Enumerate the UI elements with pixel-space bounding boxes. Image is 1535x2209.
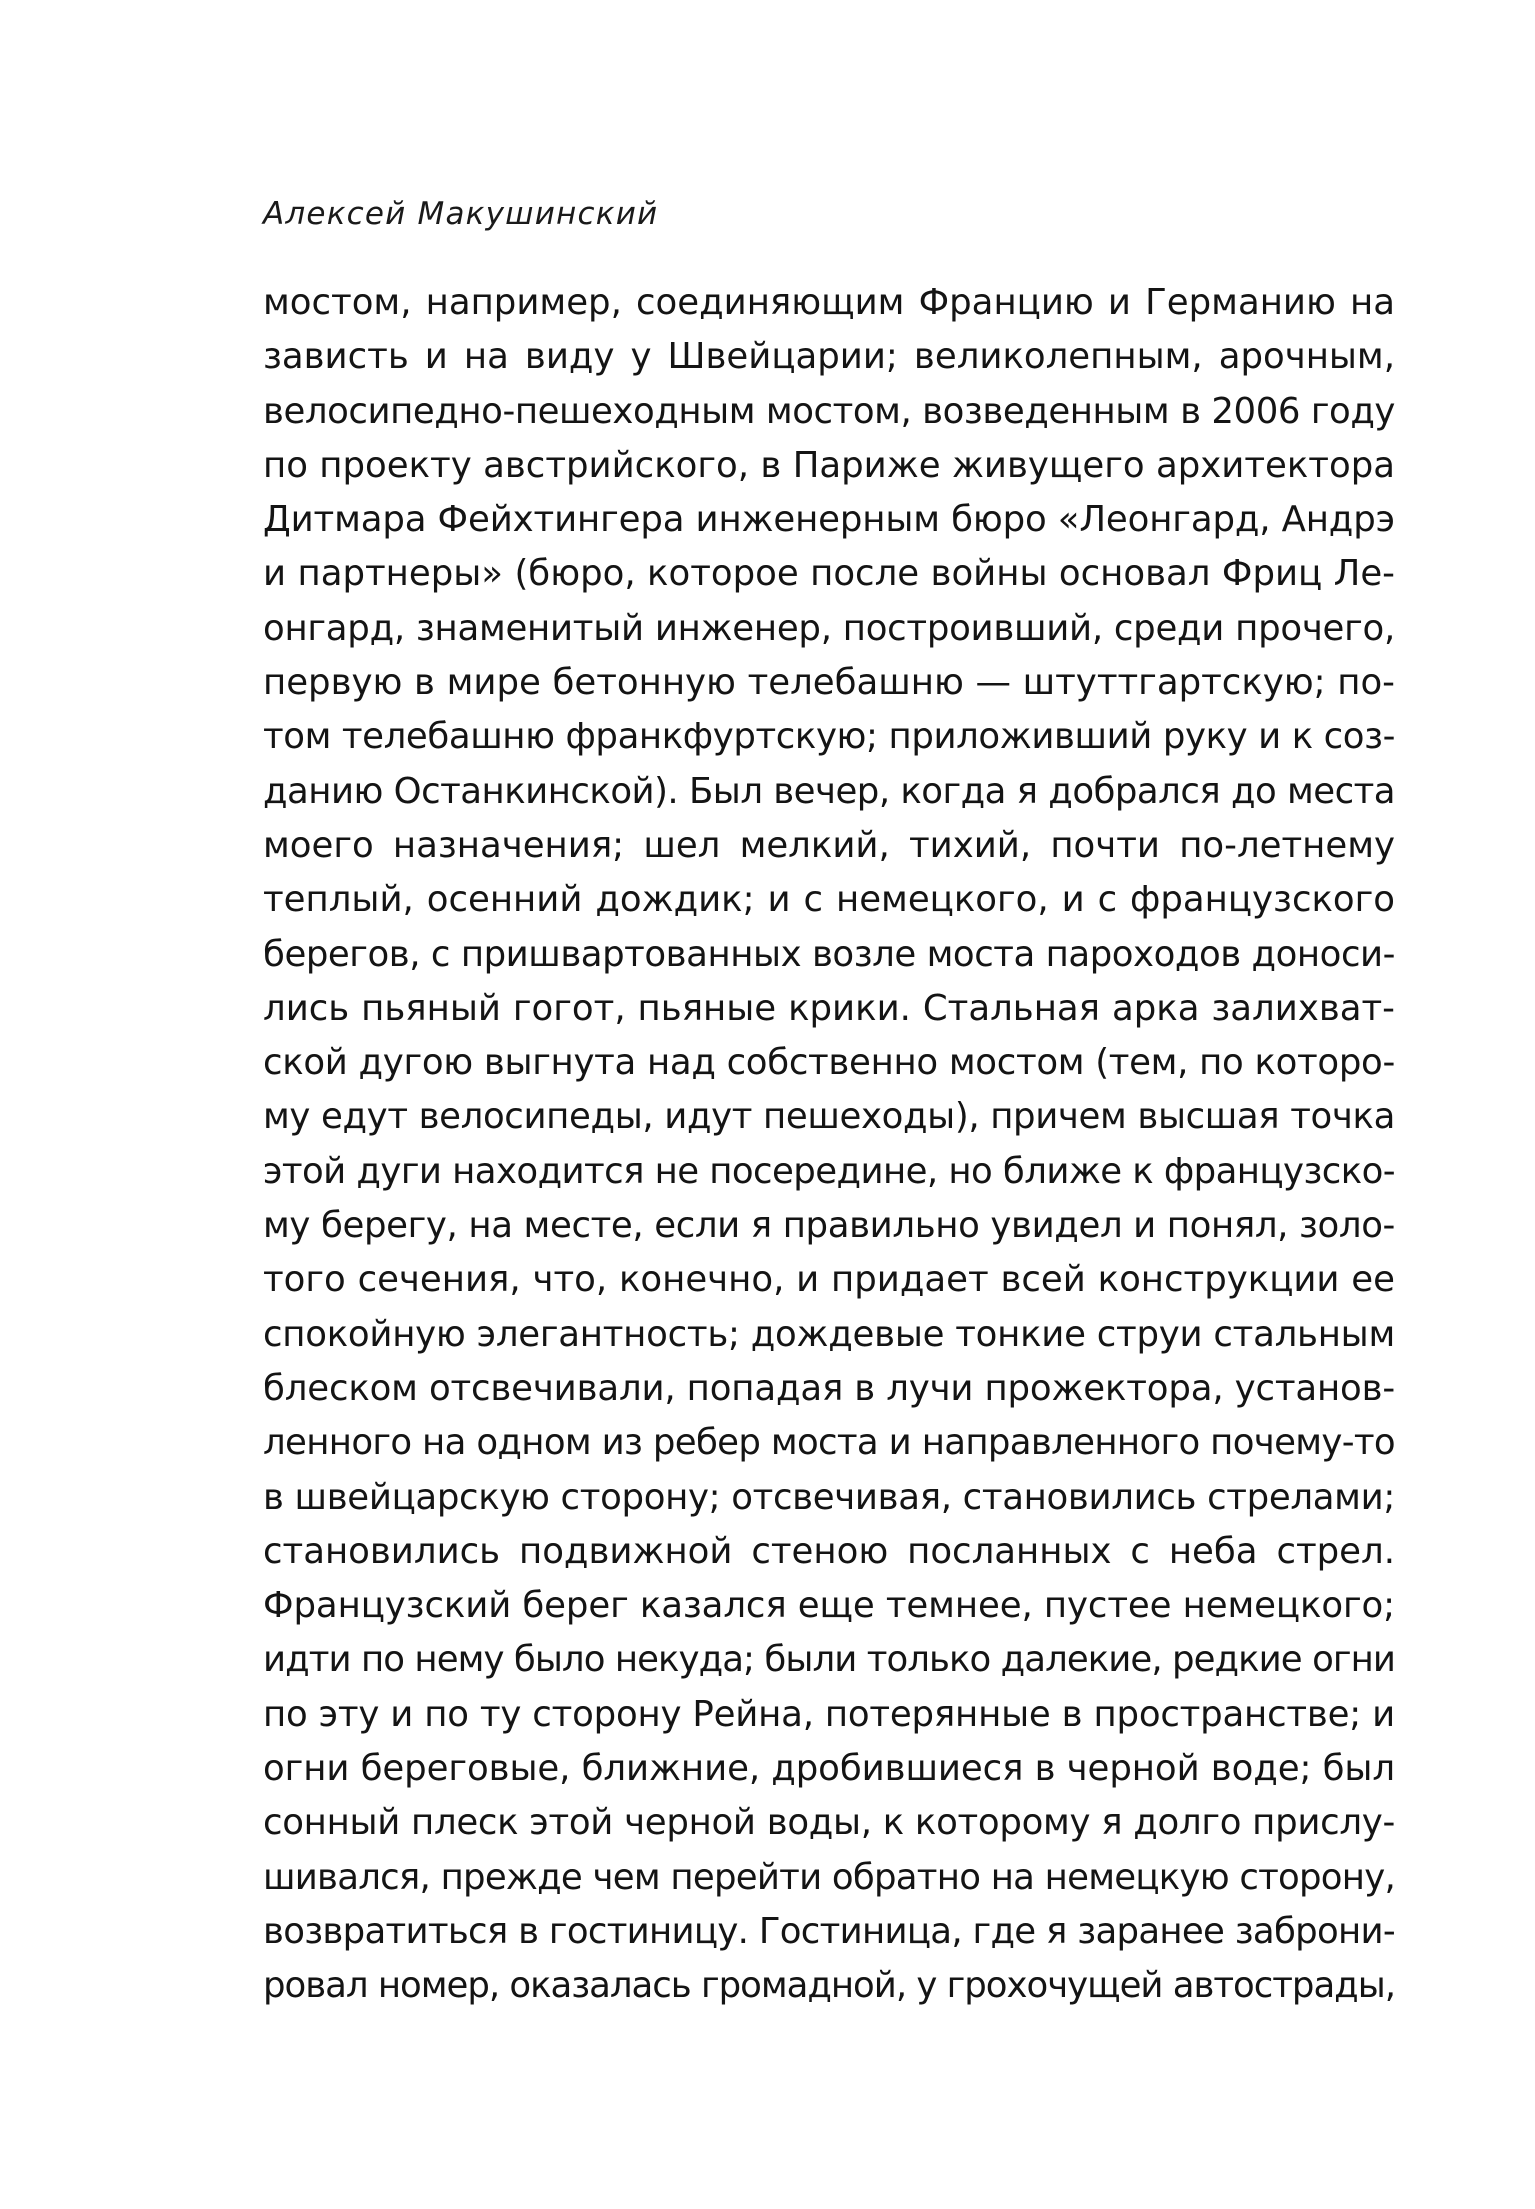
- text-line: ской дугою выгнута над собственно мостом (тем, по которо-: [263, 1042, 1395, 1084]
- text-line: теплый, осенний дождик; и с немецкого, и с французского: [263, 879, 1395, 921]
- text-line: того сечения, что, конечно, и придает всей конструкции ее: [263, 1259, 1395, 1301]
- text-line: ровал номер, оказалась громадной, у грохочущей автострады,: [263, 1965, 1395, 2007]
- text-line: том телебашню франкфуртскую; приложивший руку и к соз-: [263, 716, 1395, 758]
- text-line: становились подвижной стеною посланных с неба стрел.: [263, 1530, 1395, 1572]
- text-line: велосипедно-пешеходным мостом, возведенным в 2006 году: [263, 390, 1395, 432]
- text-line: данию Останкинской). Был вечер, когда я добрался до места: [263, 770, 1395, 812]
- text-line: зависть и на виду у Швейцарии; великолепным, арочным,: [263, 336, 1395, 378]
- text-line: му едут велосипеды, идут пешеходы), причем высшая точка: [263, 1096, 1395, 1138]
- text-line: сонный плеск этой черной воды, к которому я долго прислу-: [263, 1802, 1395, 1844]
- text-line: мостом, например, соединяющим Францию и Германию на: [263, 282, 1395, 323]
- text-line: идти по нему было некуда; были только далекие, редкие огни: [263, 1639, 1395, 1681]
- text-line: шивался, прежде чем перейти обратно на немецкую сторону,: [263, 1856, 1395, 1898]
- text-line: по проекту австрийского, в Париже живущего архитектора: [263, 444, 1395, 486]
- text-line: спокойную элегантность; дождевые тонкие струи стальным: [263, 1313, 1395, 1355]
- text-line: первую в мире бетонную телебашню — штуттгартскую; по-: [263, 662, 1395, 704]
- text-line: этой дуги находится не посередине, но ближе к французско-: [263, 1150, 1395, 1192]
- body-text: [263, 276, 1395, 2014]
- text-line: и партнеры» (бюро, которое после войны основал Фриц Ле-: [263, 553, 1395, 595]
- text-line: ленного на одном из ребер моста и направленного почему-то: [263, 1422, 1395, 1464]
- text-line: лись пьяный гогот, пьяные крики. Стальная арка залихват-: [263, 987, 1395, 1029]
- text-line: онгард, знаменитый инженер, построивший, среди прочего,: [263, 607, 1395, 649]
- text-line: берегов, с пришвартованных возле моста пароходов доноси-: [263, 933, 1395, 975]
- text-line: Дитмара Фейхтингера инженерным бюро «Леонгард, Андрэ: [263, 499, 1395, 541]
- text-line: моего назначения; шел мелкий, тихий, почти по-летнему: [263, 824, 1395, 866]
- text-line: возвратиться в гостиницу. Гостиница, где я заранее заброни-: [263, 1910, 1395, 1952]
- text-line: Французский берег казался еще темнее, пустее немецкого;: [263, 1585, 1395, 1627]
- running-head-author: Алексей Макушинский: [263, 196, 659, 232]
- text-line: по эту и по ту сторону Рейна, потерянные в пространстве; и: [263, 1693, 1395, 1735]
- text-line: блеском отсвечивали, попадая в лучи прожектора, установ-: [263, 1367, 1395, 1409]
- text-line: огни береговые, ближние, дробившиеся в черной воде; был: [263, 1748, 1395, 1790]
- text-line: му берегу, на месте, если я правильно увидел и понял, золо-: [263, 1205, 1395, 1247]
- text-line: в швейцарскую сторону; отсвечивая, становились стрелами;: [263, 1476, 1395, 1518]
